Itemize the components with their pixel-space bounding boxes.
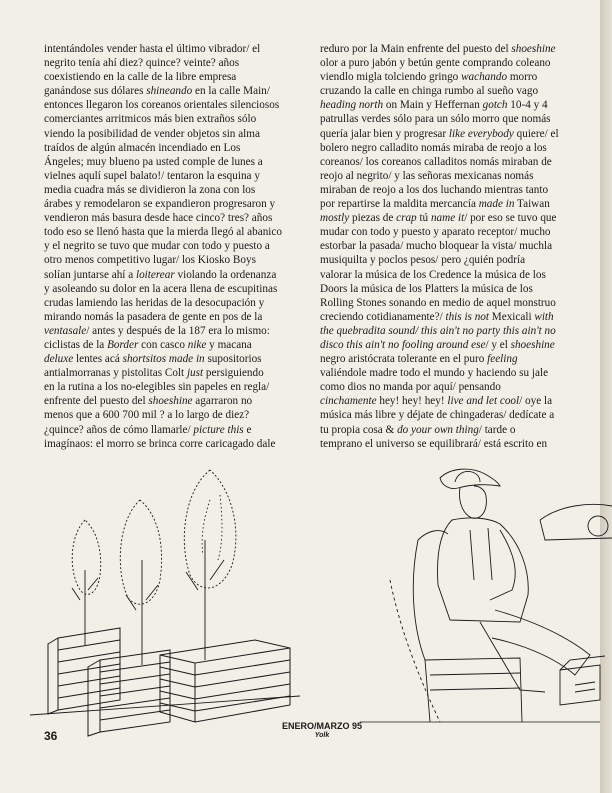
text-run: ¿quince? años de cómo llamarle/ xyxy=(44,423,194,436)
italic-run: heading north xyxy=(320,99,384,112)
text-run: bolero negro calladito nomás miraba de reojo a los xyxy=(320,141,547,154)
text-run: ciclistas de la xyxy=(44,338,108,351)
italic-run: with xyxy=(534,310,554,323)
text-run: Ángeles; muy blueno pa usted comple de lunes a xyxy=(44,155,263,168)
italic-run: like everybody xyxy=(448,127,514,140)
text-run: quería jalar bien y progresar xyxy=(320,127,449,140)
text-column-left xyxy=(44,42,299,451)
shoeshine-street-illustration xyxy=(0,460,612,740)
text-line xyxy=(320,127,575,141)
text-line xyxy=(320,239,575,253)
text-line xyxy=(44,84,299,98)
text-run: traídos de algún almacén incendiado en Los xyxy=(44,141,241,154)
text-line xyxy=(44,296,299,310)
text-line xyxy=(44,394,299,408)
italic-run: Border xyxy=(107,338,139,351)
italic-run: this is not xyxy=(445,310,489,323)
text-run: supositorios xyxy=(204,353,262,366)
italic-run: just xyxy=(186,367,204,380)
italic-run: the quebradita sound/ this ain't no party this ain't no xyxy=(320,324,556,337)
text-run: como dios no manda por aquí/ pensando xyxy=(320,381,501,394)
italic-run: loiterear xyxy=(135,268,175,281)
text-line xyxy=(44,268,299,282)
text-run: quiere/ el xyxy=(513,127,559,140)
trees xyxy=(72,470,236,665)
text-run: y macana xyxy=(206,338,252,351)
italic-run: crap xyxy=(396,212,417,225)
text-run: negro aristócrata tolerante en el puro xyxy=(320,353,488,366)
text-line xyxy=(44,225,299,239)
shoeshine-man xyxy=(390,469,612,722)
text-run: intentándoles vender hasta el último vibrador/ el xyxy=(44,43,261,55)
text-line xyxy=(44,98,299,112)
text-run: 10-4 y 4 xyxy=(507,99,548,112)
text-line xyxy=(44,352,299,366)
text-line xyxy=(44,366,299,380)
text-run: y el negrito se tuvo que mudar con todo y puesto a xyxy=(44,240,270,253)
text-line xyxy=(44,155,299,169)
text-line xyxy=(320,268,575,282)
text-run: viendlo migla tolciendo gringo xyxy=(320,71,462,84)
italic-run: feeling xyxy=(487,353,518,366)
text-line xyxy=(320,366,575,380)
text-run: agarraron no xyxy=(192,395,253,408)
text-line xyxy=(320,42,575,56)
text-line xyxy=(320,70,575,84)
text-line xyxy=(44,70,299,84)
text-run: reduro por la Main enfrente del puesto del xyxy=(320,43,512,55)
text-run: todo eso se llenó hasta que la mierda llegó al abanico xyxy=(44,226,282,239)
text-line xyxy=(44,380,299,394)
text-line xyxy=(44,310,299,324)
text-run: comerciantes arritmicos más bien extraños sólo xyxy=(44,113,257,126)
text-run: media cuadra más se dividieron la zona con los xyxy=(44,183,256,196)
text-run: coreanos/ los coreanos calladitos nomás miraban de xyxy=(320,155,552,168)
text-run: y asoleando su dolor en la acera llena de escupitinas xyxy=(44,282,278,295)
text-run: olor a puro jabón y betún gente comprando coleano xyxy=(320,57,551,70)
italic-run: mostly xyxy=(320,212,350,225)
text-line xyxy=(320,141,575,155)
text-line xyxy=(320,352,575,366)
text-run: viendo la posibilidad de vender objetos sin alma xyxy=(44,127,260,140)
text-run: con casco xyxy=(138,338,188,351)
text-run: Taiwan xyxy=(514,198,550,211)
text-run: reojo al negrito/ y las señoras mexicanas nomás xyxy=(320,169,534,182)
text-run: valiéndole madre todo el mundo y haciendo su jale xyxy=(320,367,549,380)
text-line xyxy=(320,282,575,296)
text-run: coexistiendo en la calle de la libre empresa xyxy=(44,71,237,84)
text-run: cruzando la calle en chinga rumbo al sueño vago xyxy=(320,85,539,98)
italic-run: wachando xyxy=(461,71,508,84)
text-line xyxy=(44,169,299,183)
text-line xyxy=(320,408,575,422)
italic-run: disco this ain't no fooling around ese xyxy=(320,338,486,351)
italic-run: do your own thing xyxy=(397,423,479,436)
text-line xyxy=(320,84,575,98)
text-run: mirando nomás la pasadera de gente en pos de la xyxy=(44,310,263,323)
text-run: por repartirse la maldita mercancía xyxy=(320,198,479,211)
text-run: musiquilta y poclos pesos/ pero ¿quién podría xyxy=(320,254,526,267)
text-run: / y el xyxy=(485,338,511,351)
text-line xyxy=(44,239,299,253)
text-run: solían juntarse ahí a xyxy=(44,268,136,281)
text-run: Doors la música de los Platters la música de los xyxy=(320,282,533,295)
text-run: creciendo cotidianamente?/ xyxy=(320,310,446,323)
text-line xyxy=(44,324,299,338)
text-line xyxy=(320,225,575,239)
italic-run: shoeshine xyxy=(510,338,555,351)
text-run: en la calle Main/ xyxy=(192,85,270,98)
text-run: otro menos competitivo lugar/ los Kiosko Boys xyxy=(44,254,256,267)
text-line xyxy=(320,211,575,225)
italic-run: cinchamente xyxy=(320,395,377,408)
page-number: 36 xyxy=(44,729,58,743)
text-line xyxy=(44,127,299,141)
text-line xyxy=(44,408,299,422)
text-run: patrullas verdes sólo para un sólo morro que nomás xyxy=(320,113,551,126)
text-run: / oye la xyxy=(519,395,553,408)
text-line xyxy=(320,296,575,310)
text-run: música más libre y déjate de chingaderas/ dedícate a xyxy=(320,409,555,422)
text-run: tú xyxy=(416,212,431,225)
text-run: ganándose sus dólares xyxy=(44,85,147,98)
italic-run: deluxe xyxy=(44,353,74,366)
text-line xyxy=(320,183,575,197)
text-run: mudar con todo y puesto y aparato receptor/ mucho xyxy=(320,226,551,239)
text-line xyxy=(44,423,299,437)
text-line xyxy=(44,197,299,211)
text-line xyxy=(44,253,299,267)
italic-run: shineando xyxy=(146,85,193,98)
text-run: negrito tenía ahí diez? quince? veinte? años xyxy=(44,57,240,70)
text-run: antialmorranas y pistolitas Colt xyxy=(44,367,187,380)
text-line xyxy=(320,155,575,169)
issue-date: ENERO/MARZO 95 xyxy=(282,721,363,731)
text-run: Rolling Stones sonando en medio de aquel monstruo xyxy=(320,296,556,309)
text-run: vielnes aqulí supel balato!/ tentaron la esquina y xyxy=(44,169,260,182)
text-run: Mexicali xyxy=(489,310,535,323)
text-run: árabes y remodelaron se expandieron progresaron y xyxy=(44,198,276,211)
text-run: lentes acá xyxy=(73,353,123,366)
issue-footer xyxy=(282,721,362,741)
text-line xyxy=(320,253,575,267)
italic-run: shortsitos made in xyxy=(122,353,205,366)
text-line xyxy=(320,98,575,112)
text-run: hey! hey! hey! xyxy=(376,395,448,408)
text-run: valorar la música de los Credence la música de los xyxy=(320,268,546,281)
text-run: enfrente del puesto del xyxy=(44,395,149,408)
text-line xyxy=(44,112,299,126)
text-line xyxy=(44,183,299,197)
text-run: menos que a 600 700 mil ? a lo largo de diez? xyxy=(44,409,250,422)
italic-run: live and let cool xyxy=(447,395,520,408)
text-line xyxy=(44,338,299,352)
italic-run: gotch xyxy=(482,99,508,112)
magazine-logo: Yolk xyxy=(314,732,330,739)
text-column-right xyxy=(320,42,575,451)
text-line xyxy=(44,42,299,56)
text-line xyxy=(44,282,299,296)
text-line xyxy=(320,56,575,70)
text-run: morro xyxy=(507,71,538,84)
italic-run: picture this xyxy=(193,423,244,436)
text-line xyxy=(44,141,299,155)
text-run: persiguiendo xyxy=(203,367,264,380)
italic-run: ventasale xyxy=(44,324,87,337)
text-run: / antes y después de la 187 era lo mismo: xyxy=(86,324,270,337)
text-line xyxy=(320,380,575,394)
text-run: e xyxy=(243,423,252,436)
text-line xyxy=(320,437,575,451)
text-line xyxy=(320,324,575,338)
text-run: / tarde o xyxy=(478,423,516,436)
italic-run: nike xyxy=(187,338,207,351)
text-run: estorbar la pasada/ mucho bloquear la vista/ muchla xyxy=(320,240,553,253)
text-run: on Main y Heffernan xyxy=(383,99,483,112)
text-run: piezas de xyxy=(349,212,397,225)
italic-run: shoeshine xyxy=(148,395,193,408)
text-line xyxy=(320,169,575,183)
text-line xyxy=(320,394,575,408)
text-run: violando la ordenanza xyxy=(174,268,277,281)
text-line xyxy=(320,310,575,324)
text-run: imagínaos: el morro se brinca corre caricagado dale xyxy=(44,437,276,450)
text-run: vendieron más basura desde hace cinco? tres? años xyxy=(44,212,273,225)
italic-run: made in xyxy=(478,198,515,211)
text-line xyxy=(320,197,575,211)
text-line xyxy=(44,211,299,225)
text-line xyxy=(320,338,575,352)
text-run: crudas lamiendo las heridas de la desocupación y xyxy=(44,296,265,309)
italic-run: name it xyxy=(430,212,465,225)
text-run: tu propia cosa & xyxy=(320,423,398,436)
text-line xyxy=(320,112,575,126)
text-run: en la rutina a los no-elegibles sin papeles en regla/ xyxy=(44,381,270,394)
text-run: temprano el universo se equilibrará/ está escrito en xyxy=(320,437,548,450)
italic-run: shoeshine xyxy=(511,43,556,55)
text-run: entonces llegaron los coreanos orientales silenciosos xyxy=(44,99,280,112)
text-line xyxy=(44,56,299,70)
text-run: miraban de reojo a los dos luchando mientras tanto xyxy=(320,183,549,196)
text-run: / por eso se tuvo que xyxy=(464,212,557,225)
text-line xyxy=(44,437,299,451)
planter-boxes xyxy=(48,628,290,736)
text-line xyxy=(320,423,575,437)
